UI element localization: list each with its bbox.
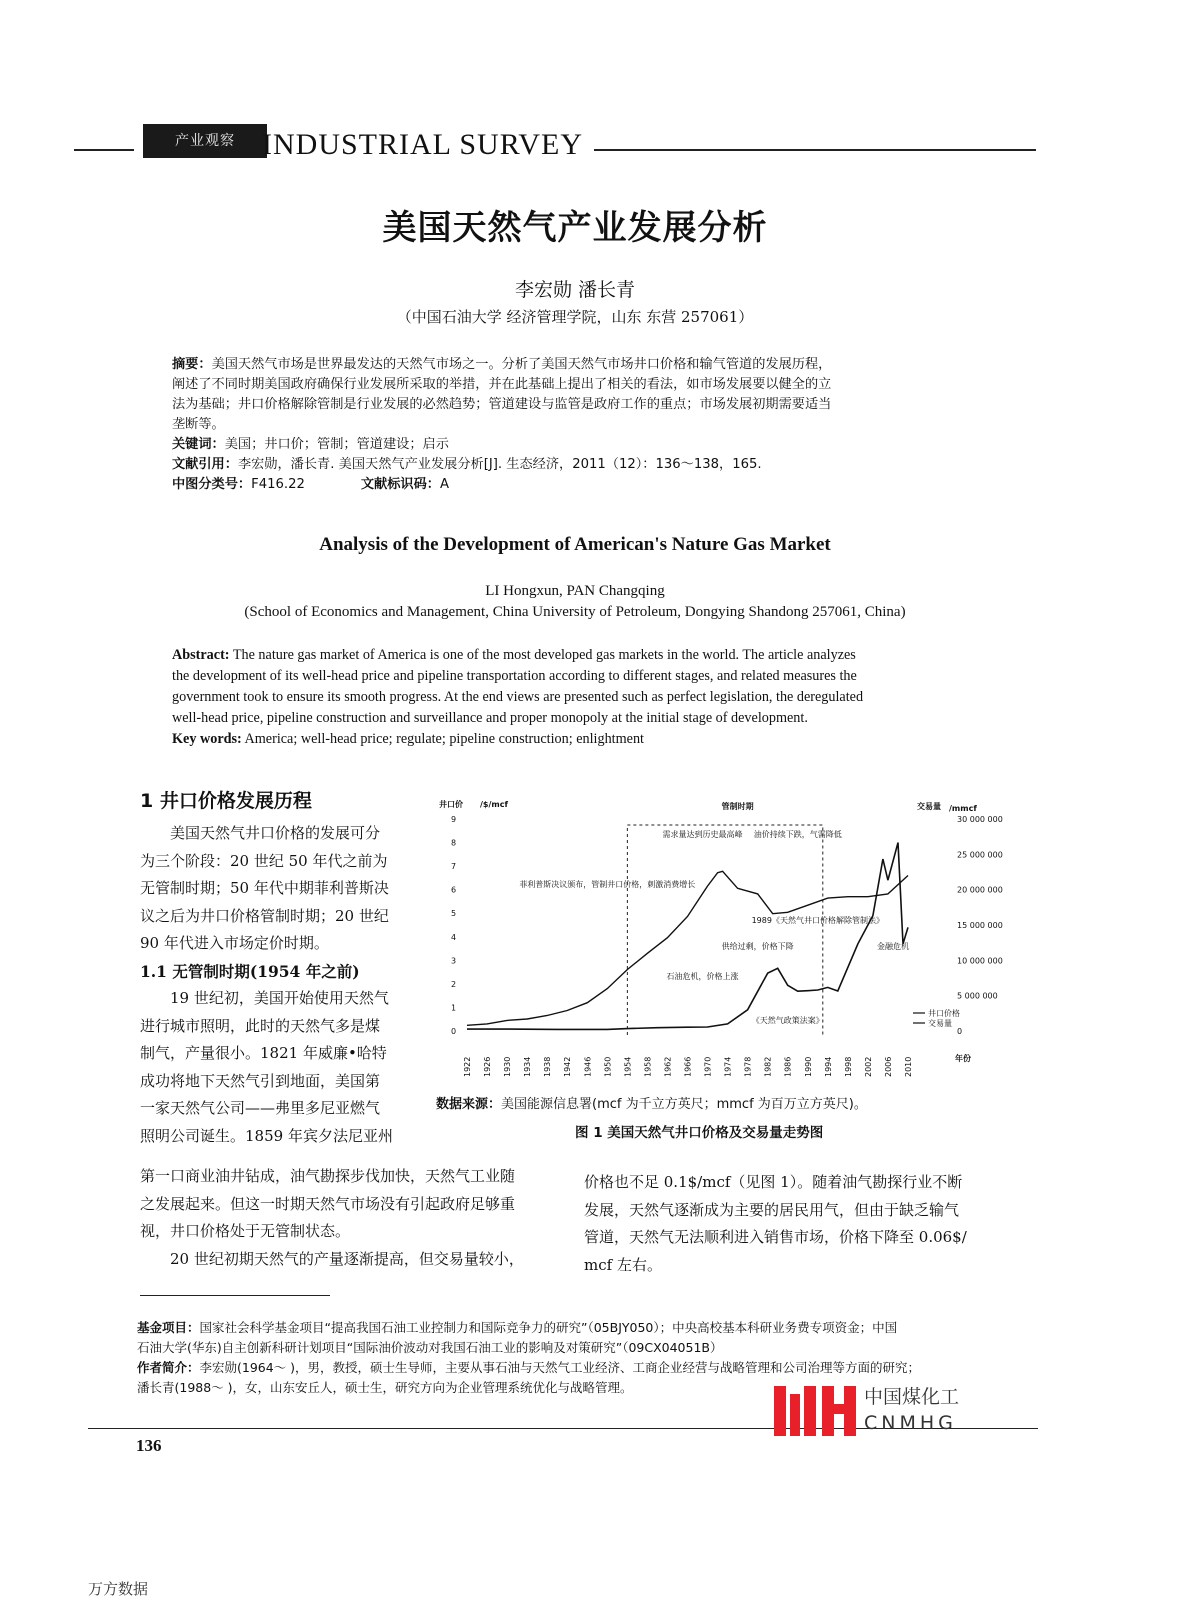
- body-line: 为三个阶段：20 世纪 50 年代之前为: [140, 851, 388, 870]
- logo-mark-bar: [822, 1386, 834, 1436]
- figure-source: [436, 1093, 867, 1112]
- keywords-en-label: Key words:: [172, 731, 242, 747]
- regulation-period-box: [627, 825, 822, 1035]
- logo-mark-bar: [804, 1386, 816, 1436]
- figure-source-label: 数据来源：: [436, 1097, 502, 1112]
- x-tick-label: 1930: [503, 1056, 513, 1077]
- header-rule-right: [594, 149, 1036, 151]
- x-tick-label: 1942: [563, 1056, 573, 1077]
- x-tick-label: 2010: [903, 1056, 913, 1077]
- x-tick-label: 1998: [843, 1056, 853, 1077]
- abstract-cn-line: 垄断等。: [172, 417, 225, 432]
- x-tick-label: 1970: [703, 1056, 713, 1077]
- abstract-cn-line: 美国天然气市场是世界最发达的天然气市场之一。分析了美国天然气市场井口价格和输气管道的发展历程，: [211, 357, 832, 372]
- cnmhg-mark-icon: [772, 1380, 856, 1440]
- right-tick-label: 10 000 000: [957, 956, 1003, 966]
- annotation-label: 石油危机，价格上涨: [666, 972, 739, 981]
- cnmhg-logo: [772, 1380, 1012, 1440]
- bottom-left-column: [140, 1163, 560, 1273]
- abstract-cn-line: 阐述了不同时期美国政府确保行业发展所采取的举措，并在此基础上提出了相关的看法，如市场发展要以健全的立: [172, 377, 832, 392]
- body-line: 一家天然气公司——弗里多尼亚燃气: [140, 1099, 381, 1117]
- left-tick-label: 3: [451, 956, 457, 966]
- x-tick-label: 1986: [783, 1056, 793, 1077]
- abstract-en-line: well-head price, pipeline construction and surveillance and proper monopoly at the initial stage of development.: [172, 710, 808, 726]
- fund-line: 石油大学(华东)自主创新科研计划项目“国际油价波动对我国石油工业的影响及对策研究”（09CX04051B）: [137, 1340, 723, 1355]
- x-axis-unit: 年份: [955, 1054, 971, 1063]
- logo-mark-bar: [844, 1386, 856, 1436]
- right-tick-label: 30 000 000: [957, 815, 1003, 824]
- body-line: 进行城市照明，此时的天然气多是煤: [140, 1016, 381, 1035]
- watermark: 万方数据: [88, 1580, 149, 1598]
- body-line: 议之后为井口价格管制时期；20 世纪: [140, 906, 389, 925]
- left-tick-label: 4: [451, 932, 457, 942]
- body-line: 90 年代进入市场定价时期。: [140, 934, 329, 952]
- abstract-cn: [172, 355, 992, 495]
- x-tick-label: 1938: [543, 1056, 553, 1077]
- x-tick-label: 1962: [663, 1056, 673, 1077]
- section1-left-column: [140, 820, 412, 1150]
- annotation-label: 油价持续下跌，气需降低: [753, 830, 842, 839]
- logo-mark-bar: [774, 1386, 786, 1436]
- abstract-en-line: government took to ensure its smooth progress. At the end views are presented such as perfect legislation, the deregulated: [172, 689, 864, 705]
- legend-label-volume: 交易量: [928, 1019, 952, 1028]
- price-volume-chart: [425, 795, 1025, 1095]
- body-line: 美国天然气井口价格的发展可分: [170, 824, 381, 842]
- logo-text-en: CNMHG: [864, 1412, 957, 1434]
- body-line: 第一口商业油井钻成，油气勘探步伐加快，天然气工业随: [140, 1167, 516, 1185]
- body-line: 制气，产量很小。1821 年威廉•哈特: [140, 1044, 387, 1062]
- section-heading: 1 井口价格发展历程: [140, 790, 312, 812]
- fund-line: 国家社会科学基金项目“提高我国石油工业控制力和国际竞争力的研究”（05BJY050）；中央高校基本科研业务费专项资金；中国: [199, 1320, 898, 1335]
- x-tick-label: 1994: [823, 1056, 833, 1077]
- annotation-label: 1989《天然气井口价格解除管制法》: [751, 916, 884, 925]
- footnote-rule: [140, 1295, 330, 1296]
- right-tick-label: 15 000 000: [957, 921, 1003, 930]
- period-label: 管制时期: [721, 802, 754, 811]
- right-tick-label: 25 000 000: [957, 850, 1003, 860]
- x-tick-label: 1958: [643, 1056, 653, 1077]
- body-line: 成功将地下天然气引到地面，美国第: [140, 1071, 381, 1090]
- abstract-en-label: Abstract:: [172, 647, 230, 663]
- authors-en: LI Hongxun, PAN Changqing: [485, 583, 665, 599]
- left-tick-label: 2: [451, 979, 457, 989]
- left-tick-label: 1: [451, 1003, 457, 1013]
- body-line: mcf 左右。: [584, 1255, 662, 1274]
- x-tick-label: 1974: [723, 1056, 733, 1077]
- affiliation: （中国石油大学 经济管理学院，山东 东营 257061）: [396, 308, 754, 326]
- right-tick-label: 20 000 000: [957, 885, 1003, 895]
- figure-source-text: 美国能源信息署(mcf 为千立方英尺；mmcf 为百万立方英尺)。: [501, 1097, 867, 1112]
- body-line: 视，井口价格处于无管制状态。: [140, 1222, 351, 1240]
- left-axis-unit: /$/mcf: [480, 800, 508, 809]
- x-tick-label: 2006: [883, 1056, 893, 1077]
- keywords-cn-label: 关键词：: [172, 437, 225, 452]
- section-badge: 产业观察: [143, 124, 267, 158]
- x-tick-label: 1978: [743, 1056, 753, 1077]
- citation-label: 文献引用：: [172, 457, 238, 472]
- legend-label-price: 井口价格: [928, 1009, 960, 1018]
- section-title-en: INDUSTRIAL SURVEY: [262, 128, 583, 161]
- affiliation-en: (School of Economics and Management, China University of Petroleum, Dongying Shandong 257061, China): [244, 604, 906, 620]
- annotation-label: 金融危机: [876, 942, 909, 951]
- logo-mark-bar: [790, 1394, 800, 1436]
- author-bio-line: 李宏勋(1964～ )，男，教授，硕士生导师，主要从事石油与天然气工业经济、工商企业经营与战略管理和公司治理等方面的研究；: [199, 1360, 921, 1375]
- body-line: 价格也不足 0.1$/mcf（见图 1）。随着油气勘探行业不断: [584, 1173, 963, 1191]
- abstract-en: [172, 645, 992, 750]
- doc-code-label: 文献标识码：: [360, 477, 440, 492]
- left-tick-label: 0: [451, 1027, 457, 1036]
- abstract-en-line: the development of its well-head price and pipeline transportation according to different stages, and related measures the: [172, 668, 857, 684]
- article-title: 美国天然气产业发展分析: [382, 208, 768, 248]
- left-tick-label: 6: [451, 885, 457, 895]
- wellhead-price-line: [467, 843, 908, 1030]
- x-tick-label: 1950: [603, 1056, 613, 1077]
- body-line: 20 世纪初期天然气的产量逐渐提高，但交易量较小，: [170, 1249, 524, 1268]
- abstract-cn-line: 法为基础；井口价格解除管制是行业发展的必然趋势；管道建设与监管是政府工作的重点；市场发展初期需要适当: [172, 397, 832, 412]
- left-tick-label: 9: [451, 815, 457, 824]
- annotation-label: 需求量达到历史最高峰: [662, 830, 743, 839]
- annotation-label: 菲利普斯决议颁布，管制井口价格，刺激消费增长: [519, 880, 696, 889]
- left-tick-label: 7: [451, 862, 457, 872]
- x-tick-label: 2002: [863, 1056, 873, 1077]
- x-tick-label: 1926: [483, 1056, 493, 1077]
- citation: 李宏勋，潘长青. 美国天然气产业发展分析[J]. 生态经济，2011（12）：136～138，165.: [237, 457, 762, 472]
- annotation-label: 《天然气政策法案》: [751, 1016, 824, 1025]
- body-line: 19 世纪初，美国开始使用天然气: [170, 989, 389, 1007]
- left-tick-label: 5: [451, 909, 457, 919]
- author-bio-label: 作者简介：: [137, 1360, 200, 1375]
- fund-label: 基金项目：: [137, 1320, 200, 1335]
- x-tick-label: 1934: [523, 1056, 533, 1077]
- right-tick-label: 5 000 000: [957, 991, 998, 1001]
- abstract-en-line: The nature gas market of America is one of the most developed gas markets in the world. The article analyzes: [229, 647, 856, 663]
- subsection-heading: 1.1 无管制时期(1954 年之前): [140, 961, 360, 981]
- page-number: 136: [136, 1436, 162, 1455]
- clc-code: F416.22: [251, 477, 305, 492]
- keywords-cn: 美国；井口价；管制；管道建设；启示: [224, 437, 449, 452]
- x-tick-label: 1966: [683, 1056, 693, 1077]
- x-tick-label: 1990: [803, 1056, 813, 1077]
- annotation-label: 供给过剩，价格下降: [721, 942, 794, 951]
- bottom-right-column: [584, 1169, 1014, 1279]
- clc-label: 中图分类号：: [172, 477, 252, 492]
- article-title-en: Analysis of the Development of American's Nature Gas Market: [319, 534, 831, 555]
- volume-line: [467, 871, 908, 1025]
- figure-caption: 图 1 美国天然气井口价格及交易量走势图: [575, 1125, 824, 1141]
- body-line: 无管制时期；50 年代中期菲利普斯决: [140, 879, 389, 897]
- body-line: 之发展起来。但这一时期天然气市场没有引起政府足够重: [140, 1194, 516, 1213]
- x-tick-label: 1922: [463, 1056, 472, 1077]
- logo-mark-bar: [834, 1404, 844, 1414]
- x-tick-label: 1954: [623, 1056, 633, 1077]
- header-rule-left: [74, 149, 134, 151]
- authors: 李宏勋 潘长青: [514, 279, 636, 301]
- abstract-cn-label: 摘要：: [172, 357, 212, 372]
- body-line: 管道，天然气无法顺利进入销售市场，价格下降至 0.06$/: [584, 1228, 967, 1246]
- author-bio-line: 潘长青(1988～ )，女，山东安丘人，硕士生，研究方向为企业管理系统优化与战略管理。: [137, 1380, 633, 1395]
- right-tick-label: 0: [957, 1027, 963, 1036]
- x-tick-label: 1982: [763, 1056, 773, 1077]
- doc-code: A: [439, 477, 450, 492]
- left-tick-label: 8: [451, 838, 457, 848]
- body-line: 照明公司诞生。1859 年宾夕法尼亚州: [140, 1126, 393, 1145]
- left-axis-label: 井口价: [439, 800, 463, 809]
- right-axis-label: 交易量: [917, 802, 941, 811]
- right-axis-unit: /mmcf: [949, 804, 977, 813]
- body-line: 发展，天然气逐渐成为主要的居民用气，但由于缺乏输气: [584, 1200, 960, 1219]
- x-tick-label: 1946: [583, 1056, 593, 1077]
- logo-text-cn: 中国煤化工: [864, 1386, 960, 1408]
- keywords-en: America; well-head price; regulate; pipeline construction; enlightment: [241, 731, 644, 747]
